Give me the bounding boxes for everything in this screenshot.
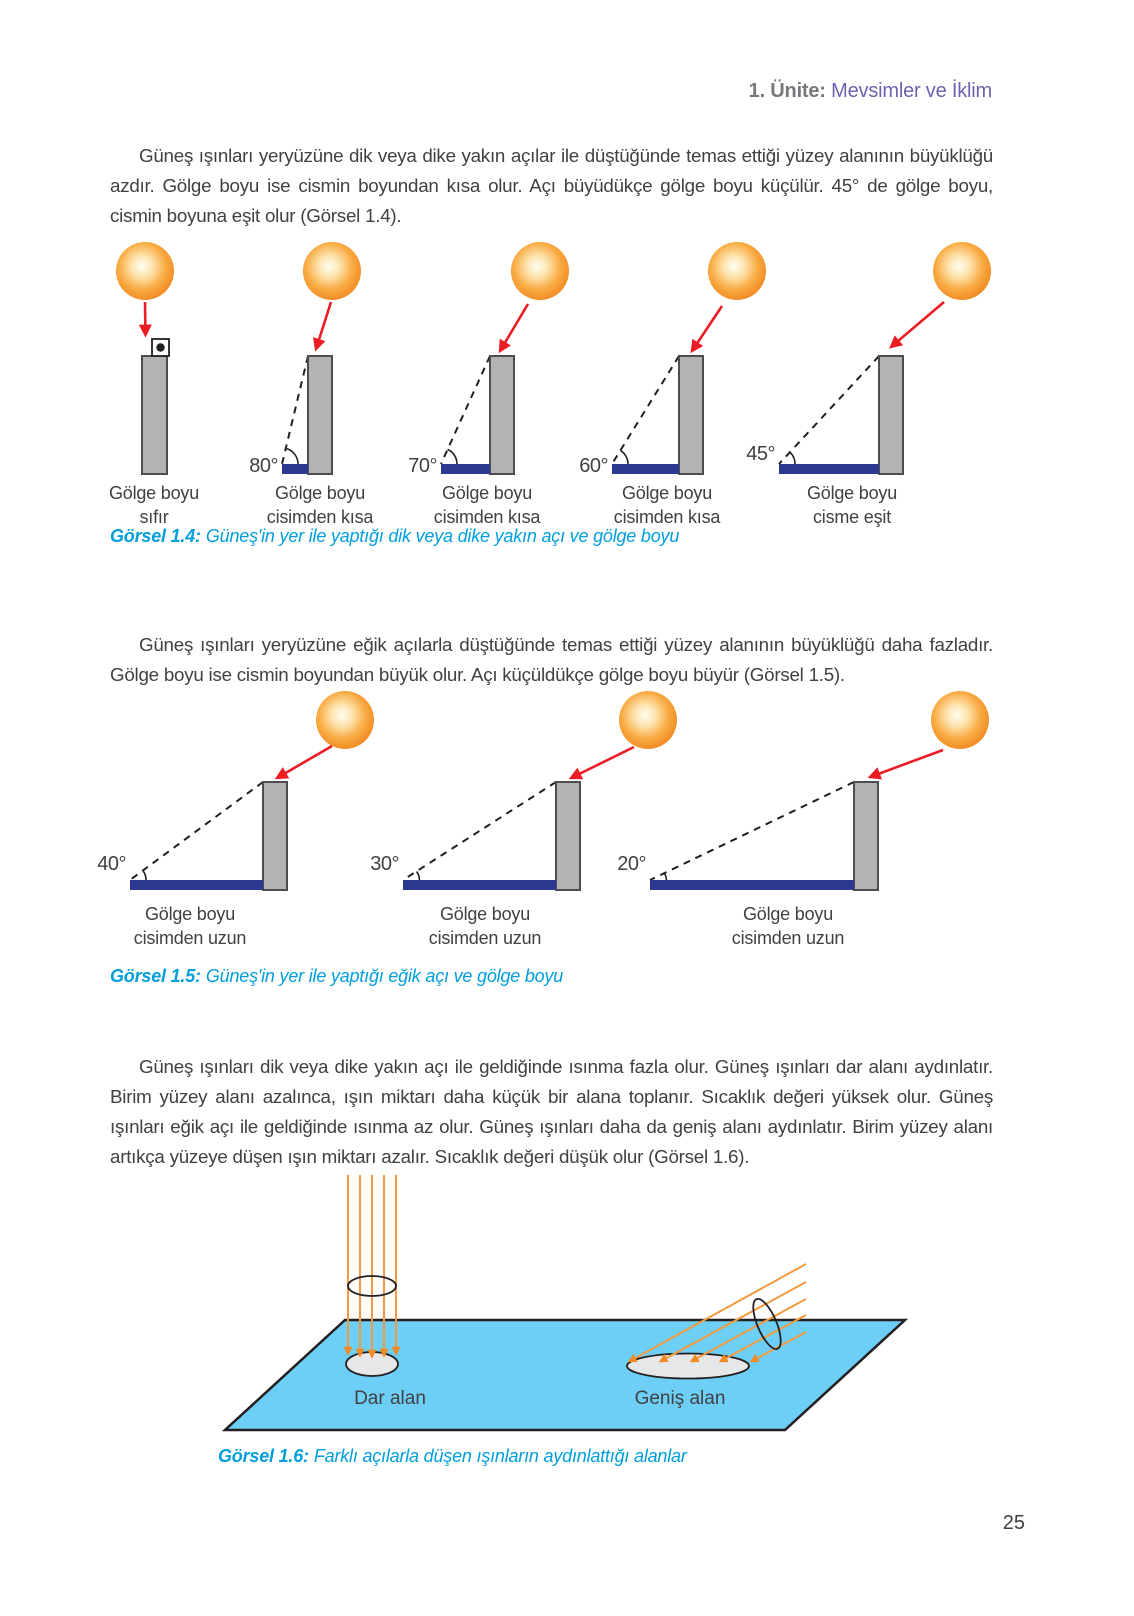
ground-surface xyxy=(225,1320,905,1430)
angle-label: 40° xyxy=(97,853,126,875)
pillar xyxy=(879,356,903,474)
sun-ray-arrow xyxy=(870,750,943,777)
figure-1-6 xyxy=(0,1165,1134,1450)
angle-arc xyxy=(665,873,667,880)
caption-text: Güneş'in yer ile yaptığı eğik açı ve gölge boyu xyxy=(205,966,564,986)
pillar xyxy=(556,782,580,890)
figure-1-6-caption xyxy=(218,1446,687,1467)
sun-icon xyxy=(933,242,991,300)
pillar xyxy=(142,356,167,474)
shadow-bar xyxy=(403,880,556,890)
angle-label: 30° xyxy=(370,853,399,875)
paragraph-2: Güneş ışınları yeryüzüne eğik açılarla düştüğünde temas ettiği yüzey alanının büyüklüğü daha fazladır. Gölge boyu ise cismin boyundan büyük olur. Açı küçüldükçe gölge boyu büyür (Görsel 1.5). xyxy=(110,634,993,685)
angle-label: 45° xyxy=(746,443,775,465)
shadow-bar xyxy=(282,464,308,474)
shadow-bar xyxy=(130,880,263,890)
sun-icon xyxy=(931,691,989,749)
sun-ray-arrow xyxy=(692,306,722,351)
panel-label: Gölge boyu cisimden kısa xyxy=(613,483,721,527)
angle-arc xyxy=(286,448,298,464)
sun-ray-arrow xyxy=(500,304,528,351)
angle-arc xyxy=(417,872,420,881)
sun-icon xyxy=(619,691,677,749)
panel-label: Gölge boyu cisimden uzun xyxy=(428,904,542,948)
sun-ray-arrow xyxy=(145,302,146,335)
pillar xyxy=(679,356,703,474)
shadow-bar xyxy=(612,464,679,474)
panel-label: Gölge boyu cisimden kısa xyxy=(433,483,541,527)
sun-icon xyxy=(708,242,766,300)
shadow-dash-line xyxy=(441,356,490,464)
figure-1-4 xyxy=(0,238,1134,483)
panel-label: Gölge boyu cisimden kısa xyxy=(266,483,374,527)
caption-label: Görsel 1.5: xyxy=(110,966,201,986)
sun-ray-arrow xyxy=(891,302,944,347)
figure-1-5 xyxy=(0,676,1134,911)
fig15-panel-40 xyxy=(97,691,374,890)
sun-icon xyxy=(303,242,361,300)
paragraph-1: Güneş ışınları yeryüzüne dik veya dike yakın açılar ile düştüğünde temas ettiği yüzey alanının büyüklüğü azdır. Gölge boyu ise cismin boyundan kısa olur. Açı büyüdükçe gölge boyu küçülür. 45° de gölge boyu, cismin boyuna eşit olur (Görsel 1.4). xyxy=(110,145,993,226)
shadow-dash-line xyxy=(612,356,679,464)
fig14-panel-60 xyxy=(579,242,766,477)
shadow-dash-line xyxy=(779,356,879,464)
angle-arc xyxy=(790,452,795,464)
shadow-dash-line xyxy=(130,782,263,880)
wide-area-label: Geniş alan xyxy=(634,1388,726,1409)
angle-arc xyxy=(620,450,628,464)
fig14-panel-45 xyxy=(746,242,991,474)
caption-label: Görsel 1.6: xyxy=(218,1446,309,1466)
paragraph-3: Güneş ışınları dik veya dike yakın açı ile geldiğinde ısınma fazla olur. Güneş ışınları dar alanı aydınlatır. Birim yüzey alanı azalınca, ışın miktarı daha küçük bir alana toplanır. Sıcaklık değeri yüksek olur. Güneş ışınları eğik açı ile geldiğinde ısınma az olur. Güneş ışınları daha da geniş alanı aydınlatır. Birim yüzey alanı artıkça yüzeye düşen ışın miktarı azalır. Sıcaklık değeri düşük olur (Görsel 1.6). xyxy=(110,1056,993,1167)
sun-ray-arrow xyxy=(571,747,634,778)
panel-label: Gölge boyu cisimden uzun xyxy=(731,904,845,948)
pillar xyxy=(854,782,878,890)
sun-icon xyxy=(316,691,374,749)
narrow-area-label: Dar alan xyxy=(354,1388,426,1409)
angle-label: 70° xyxy=(408,455,437,477)
shadow-bar xyxy=(779,464,879,474)
unit-title: Mevsimler ve İklim xyxy=(831,80,992,102)
pillar xyxy=(263,782,287,890)
sun-ray-arrow xyxy=(277,746,332,778)
fig14-panel-80 xyxy=(249,242,361,477)
shadow-bar xyxy=(441,464,490,474)
right-angle-dot xyxy=(156,343,164,351)
caption-text: Güneş'in yer ile yaptığı dik veya dike yakın açı ve gölge boyu xyxy=(205,526,680,546)
pillar xyxy=(490,356,514,474)
shadow-dash-line xyxy=(650,782,854,880)
figure-1-4-caption xyxy=(110,526,679,547)
sun-icon xyxy=(116,242,174,300)
caption-label: Görsel 1.4: xyxy=(110,526,201,546)
sun-icon xyxy=(511,242,569,300)
caption-text: Farklı açılarla düşen ışınların aydınlattığı alanlar xyxy=(313,1446,687,1466)
panel-label: Gölge boyu cisme eşit xyxy=(806,483,898,527)
angle-arc xyxy=(448,449,457,464)
sun-ray-arrow xyxy=(316,302,331,349)
fig14-panel-70 xyxy=(408,242,569,477)
angle-label: 80° xyxy=(249,455,278,477)
page-number: 25 xyxy=(1002,1512,1025,1534)
shadow-dash-line xyxy=(403,782,556,880)
shadow-bar xyxy=(650,880,854,890)
panel-label: Gölge boyu sıfır xyxy=(108,483,200,527)
wide-lit-spot xyxy=(627,1354,749,1379)
unit-label: 1. Ünite: xyxy=(748,80,826,102)
page-header xyxy=(749,80,992,103)
pillar xyxy=(308,356,332,474)
figure-1-5-caption xyxy=(110,966,563,987)
panel-label: Gölge boyu cisimden uzun xyxy=(133,904,247,948)
fig14-panel-90 xyxy=(116,242,174,474)
angle-arc xyxy=(143,871,146,880)
angle-label: 60° xyxy=(579,455,608,477)
angle-label: 20° xyxy=(617,853,646,875)
